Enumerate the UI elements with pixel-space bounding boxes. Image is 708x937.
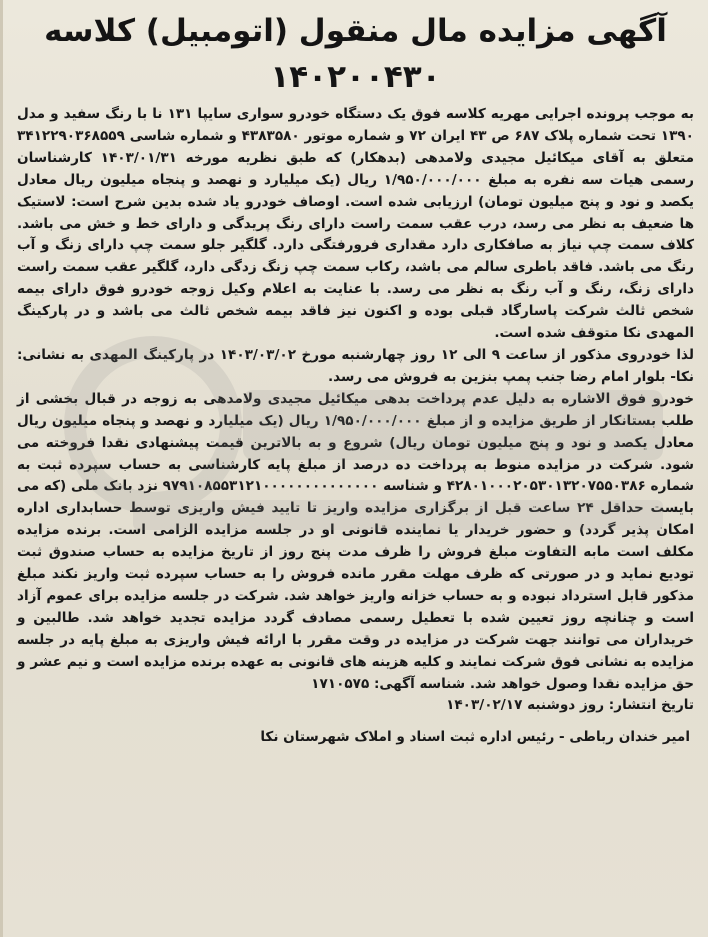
paragraph-auction-time-place: لذا خودروی مذکور از ساعت ۹ الی ۱۲ روز چهارشنبه مورخ ۱۴۰۳/۰۳/۰۲ در پارکینگ المهدی به نشانی: نکا- بلوار امام رضا جنب پمپ بنزین به فروش می رسد. [17, 346, 694, 385]
signature-line: امیر خندان رباطی - رئیس اداره ثبت اسناد و املاک شهرستان نکا [260, 729, 690, 746]
notice-body [17, 104, 694, 717]
paragraph-auction-terms: خودرو فوق الاشاره به دلیل عدم پرداخت بدهی میکائیل مجیدی ولامدهی به زوجه در قبال بخشی از طلب بستانکار از طریق مزایده و از مبلغ ۱/۹۵۰/۰۰۰/۰۰۰ ریال (یک میلیارد و نهصد و پنجاه میلیون ریال معادل یکصد و نود و پنج میلیون تومان ریال) شروع و به بالاترین قیمت پیشنهادی نقدا فروخته می شود. شرکت در مزایده منوط به پرداخت ده درصد از مبلغ پایه کارشناسی به حساب سپرده ثبت به شماره ۴۲۸۰۱۰۰۰۲۰۵۳۰۱۳۲۰۷۵۵۰۳۸۶ و شناسه ۹۷۹۱۰۸۵۵۳۱۲۱۰۰۰۰۰۰۰۰۰۰۰۰۰۰ نزد بانک ملی (که می بایست حداقل ۲۴ ساعت قبل از برگزاری مزایده واریز تا تایید فیش واریزی توسط حسابداری اداره امکان پذیر گردد) و حضور خریدار یا نماینده قانونی او در جلسه مزایده الزامی است. برنده مزایده مکلف است مابه التفاوت مبلغ فروش را ظرف مدت پنج روز از تاریخ مزایده به حساب صندوق ثبت تودیع نماید و در صورتی که ظرف مهلت مقرر مانده فروش را به حساب سپرده ثبت واریز نکند مبلغ مذکور قابل استرداد نبوده و به حساب خزانه واریز خواهد شد. شرکت در جلسه مزایده برای عموم آزاد است و چنانچه روز تعیین شده با تعطیل رسمی مصادف گردد مزایده تجدید خواهد شد. طالبین و خریداران می توانند جهت شرکت در مزایده در وقت مقرر با ارائه فیش واریزی به مبلغ پایه در جلسه مزایده به نشانی فوق شرکت نمایند و کلیه هزینه های قانونی به عهده برنده مزایده است و نیم عشر و حق مزایده نقدا وصول خواهد شد. شناسه آگهی: ۱۷۱۰۵۷۵ [16, 390, 694, 692]
paragraph-vehicle-description: به موجب پرونده اجرایی مهریه کلاسه فوق یک دستگاه خودرو سواری سایپا ۱۳۱ ﻧﺎ با رنگ سفید و مدل ۱۳۹۰ تحت شماره پلاک ۶۸۷ ص ۴۳ ایران ۷۲ و شماره موتور ۴۳۸۳۵۸۰ و شماره شاسی ۳۴۱۲۲۹۰۳۶۸۵۵۹ متعلق به آقای میکائیل مجیدی ولامدهی (بدهکار) که طبق نظریه مورخه ۱۴۰۳/۰۱/۳۱ کارشناسان رسمی هیات سه نفره به مبلغ ۱/۹۵۰/۰۰۰/۰۰۰ ریال (یک میلیارد و نهصد و پنجاه میلیون ریال معادل یکصد و نود و پنج میلیون تومان) ارزیابی شده است. اوصاف خودرو یاد شده بدین شرح است: لاستیک ها ضعیف به نظر می رسد، درب عقب سمت راست دارای رنگ پریدگی و دارای خط و خش می باشد. کلاف سمت چپ نیاز به صافکاری دارد مقداری فرورفتگی دارد. گلگیر جلو سمت چپ دارای زنگ و آب رنگ می باشد. فاقد باطری سالم می باشد، رکاب سمت چپ زنگ زدگی دارد، گلگیر عقب سمت راست دارای زنگ، رنگ و آب رنگ به نظر می رسد. با عنایت به اعلام وکیل زوجه خودرو فوق دارای بیمه شخص ثالث شرکت پاسارگاد قبلی بوده و اکنون نیز فاقد بیمه شخص ثالث می باشد و در پارکینگ المهدی نکا متوقف شده است. [17, 106, 695, 342]
notice-title: آگهی مزایده مال منقول (اتومبیل) کلاسه ۱۴۰۲۰۰۴۳۰ [44, 13, 667, 95]
publication-date: تاریخ انتشار: روز دوشنبه ۱۴۰۳/۰۲/۱۷ [446, 697, 694, 714]
